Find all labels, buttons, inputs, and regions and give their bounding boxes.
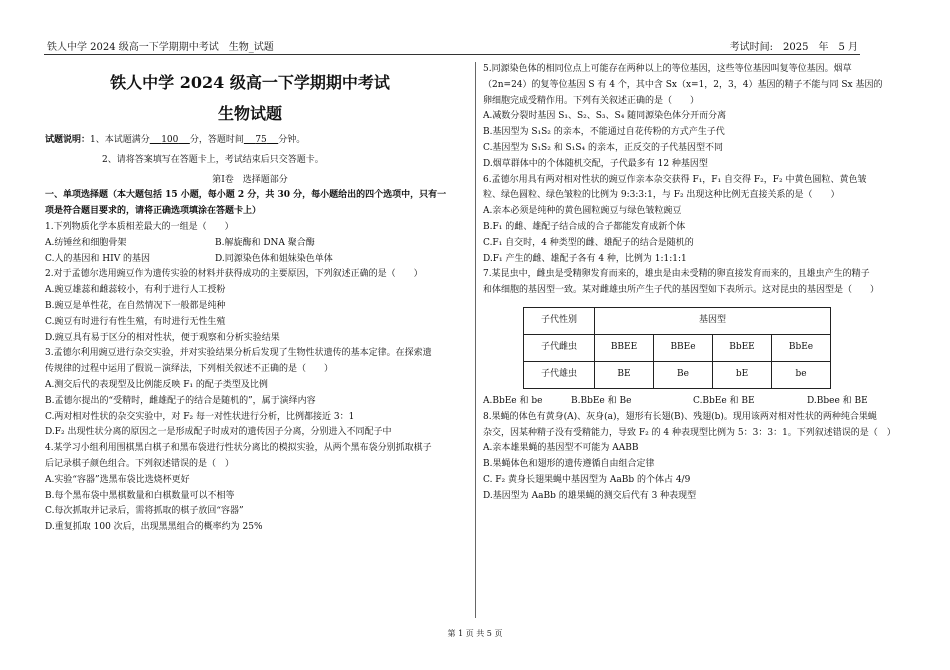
q2-option-d: D.豌豆具有易于区分的相对性状，便于观察和分析实验结果 — [45, 332, 280, 343]
table-cell: BBEE — [595, 334, 654, 361]
total-score: 100 — [161, 135, 179, 145]
q4-option-c: C.每次抓取并记录后，需将抓取的棋子放回“容器” — [45, 506, 244, 517]
table-cell: BE — [595, 361, 654, 388]
genotype-table — [523, 307, 831, 389]
q1-options-cd — [45, 252, 455, 268]
q3-stem-line-2: 传规律的过程中运用了假说－演绎法，下列相关叙述不正确的是（ ） — [45, 364, 334, 375]
q5-stem-line-1: 5.同源染色体的相同位点上可能存在两种以上的等位基因，这些等位基因叫复等位基因。烟草 — [483, 64, 852, 74]
q4-stem-line-2: 后记录棋子颜色组合。下列叙述错误的是（ ） — [45, 458, 235, 469]
page-footer: 第 1 页 共 5 页 — [447, 629, 503, 638]
q2-option-b: B.豌豆是单性花，在自然情况下一般都是纯种 — [45, 300, 226, 311]
exam-subject: 生物试题 — [217, 104, 282, 123]
q2-stem: 2.对于孟德尔选用豌豆作为遗传实验的材料并获得成功的主要原因，下列叙述正确的是（ ） — [45, 269, 423, 280]
table-row — [524, 307, 831, 334]
table-row — [524, 334, 831, 361]
q8-stem-line-1: 8.果蝇的体色有黄身(A)、灰身(a)，翅形有长翅(B)、残翅(b)。现用该两对相对性状的两种纯合果蝇 — [483, 411, 877, 422]
q2-option-c: C.豌豆有时进行有性生殖，有时进行无性生殖 — [45, 316, 226, 327]
q6-option-c: C.F₁ 自交时，4 种类型的雌、雄配子的结合是随机的 — [483, 237, 694, 248]
q5-option-b: B.基因型为 S₁S₂ 的亲本，不能通过自花传粉的方式产生子代 — [483, 127, 725, 138]
q5-option-c: C.基因型为 S₁S₂ 和 S₁S₄ 的亲本，正反交的子代基因型不同 — [483, 142, 723, 153]
table-header-cell: 基因型 — [595, 307, 831, 334]
q3-option-b: B.孟德尔提出的“受精时，雌雄配子的结合是随机的”，属于演绎内容 — [45, 395, 316, 406]
table-cell: be — [772, 361, 831, 388]
table-row-label: 子代雌虫 — [524, 334, 595, 361]
q8-option-b: B.果蝇体色和翅形的遗传遵循自由组合定律 — [483, 459, 655, 470]
q7-option-a: A.BbEe 和 be — [483, 395, 543, 406]
left-column — [45, 62, 455, 536]
part-one-heading: 第Ⅰ卷 选择题部分 — [212, 174, 288, 185]
table-cell: BbEe — [772, 334, 831, 361]
table-cell: Be — [654, 361, 713, 388]
q3-option-c: C.两对相对性状的杂交实验中，对 F₂ 每一对性状进行分析，比例都接近 3：1 — [45, 411, 355, 422]
q1-option-b: B.解旋酶和 DNA 聚合酶 — [215, 237, 315, 248]
table-cell: bE — [713, 361, 772, 388]
q6-stem-line-2: 粒、绿色圆粒、绿色皱粒的比例为 9:3:3:1，与 F₂ 出现这种比例无直接关系的是（ ） — [483, 190, 840, 201]
q8-option-a: A.亲本雄果蝇的基因型不可能为 AABB — [483, 443, 639, 454]
q5-stem-line-2: （2n=24）的复等位基因 S 有 4 个，其中含 Sx（x=1，2，3，4）基因的精子不能与同 Sx 基因的 — [483, 79, 883, 90]
q7-stem-line-2: 和体细胞的基因型一致。某对雌雄虫所产生子代的基因型如下表所示。这对昆虫的基因型是（ ） — [483, 285, 880, 296]
q4-option-b: B.每个黑布袋中黑棋数量和白棋数量可以不相等 — [45, 490, 235, 501]
q6-option-b: B.F₁ 的雌、雄配子结合成的合子都能发育成新个体 — [483, 221, 686, 232]
table-row-label: 子代雄虫 — [524, 361, 595, 388]
q5-option-a: A.减数分裂时基因 S₁、S₂、S₃、S₄ 随同源染色体分开而分离 — [483, 111, 727, 122]
q4-option-a: A.实验“容器”选黑布袋比选烧杯更好 — [45, 474, 190, 485]
section-heading-line-2: 项是符合题目要求的，请将正确选项填涂在答题卡上） — [45, 206, 262, 217]
exam-duration: 75 — [255, 135, 267, 145]
section-heading-line-1: 一、单项选择题（本大题包括 15 小题，每小题 2 分，共 30 分，每小题给出的四个选项中，只有一 — [45, 190, 447, 201]
q1-option-a: A.纺锤丝和细胞骨架 — [45, 237, 127, 248]
note-label: 试题说明： — [45, 135, 91, 145]
q8-option-c: C. F₂ 黄身长翅果蝇中基因型为 AaBb 的个体占 4/9 — [483, 474, 691, 485]
q8-stem-line-2: 杂交，因某种精子没有受精能力，导致 F₂ 的 4 种表现型比例为 5：3：3：1。下列叙述错误的是（ ） — [483, 427, 896, 438]
table-cell: BbEE — [713, 334, 772, 361]
q7-option-b: B.BbEe 和 Be — [571, 395, 632, 406]
q3-option-d: D.F₂ 出现性状分离的原因之一是形成配子时成对的遗传因子分离，分别进入不同配子中 — [45, 427, 392, 438]
exam-title: 铁人中学 2024 级高一下学期期中考试 — [110, 73, 390, 92]
q1-option-c: C.人的基因和 HIV 的基因 — [45, 253, 151, 264]
q6-option-a: A.亲本必须是纯种的黄色圆粒豌豆与绿色皱粒豌豆 — [483, 206, 682, 217]
header-rule — [44, 54, 860, 55]
q7-stem-line-1: 7.某昆虫中，雌虫是受精卵发育而来的，雄虫是由未受精的卵直接发育而来的，且雄虫产生的精子 — [483, 269, 870, 280]
q5-option-d: D.烟草群体中的个体随机交配，子代最多有 12 种基因型 — [483, 158, 708, 169]
q1-option-d: D.同源染色体和姐妹染色单体 — [215, 253, 333, 264]
q3-option-a: A.测交后代的表现型及比例能反映 F₁ 的配子类型及比例 — [45, 379, 268, 390]
table-row — [524, 361, 831, 388]
exam-note-1: 试题说明：1、本试题满分 100 分，答题时间 75 分钟。 — [45, 135, 306, 145]
table-cell: BBEe — [654, 334, 713, 361]
page-header-right: 考试时间: 2025 年 5 月 — [729, 42, 858, 53]
q6-stem-line-1: 6.孟德尔用具有两对相对性状的豌豆作亲本杂交获得 F₁，F₁ 自交得 F₂，F₂ 中黄色圆粒、黄色皱 — [483, 174, 867, 185]
table-header-cell: 子代性别 — [524, 307, 595, 334]
q8-option-d: D.基因型为 AaBb 的雄果蝇的测交后代有 3 种表现型 — [483, 490, 697, 501]
q1-stem: 1.下列物质化学本质相差最大的一组是（ ） — [45, 221, 234, 232]
q2-option-a: A.豌豆雄蕊和雌蕊较小，有利于进行人工授粉 — [45, 285, 226, 296]
q1-options-ab — [45, 236, 455, 252]
q3-stem-line-1: 3.孟德尔利用豌豆进行杂交实验，并对实验结果分析后发现了生物性状遗传的基本定律。在探索遗 — [45, 348, 432, 359]
right-column — [483, 62, 903, 505]
exam-note-2: 2、请将答案填写在答题卡上，考试结束后只交答题卡。 — [102, 154, 324, 165]
q7-option-d: D.Bbee 和 BE — [807, 395, 868, 406]
column-divider — [475, 62, 476, 618]
q5-stem-line-3: 卵细胞完成受精作用。下列有关叙述正确的是（ ） — [483, 95, 700, 106]
q4-stem-line-1: 4.某学习小组利用围棋黑白棋子和黑布袋进行性状分离比的模拟实验，从两个黑布袋分别抓取棋子 — [45, 443, 432, 454]
q7-option-c: C.BbEe 和 BE — [693, 395, 755, 406]
q7-options — [483, 394, 903, 410]
page-header-left: 铁人中学 2024 级高一下学期期中考试 生物_试题 — [47, 42, 274, 53]
q6-option-d: D.F₁ 产生的雌、雄配子各有 4 种，比例为 1:1:1:1 — [483, 253, 687, 264]
q4-option-d: D.重复抓取 100 次后，出现黑黑组合的概率约为 25% — [45, 522, 263, 533]
